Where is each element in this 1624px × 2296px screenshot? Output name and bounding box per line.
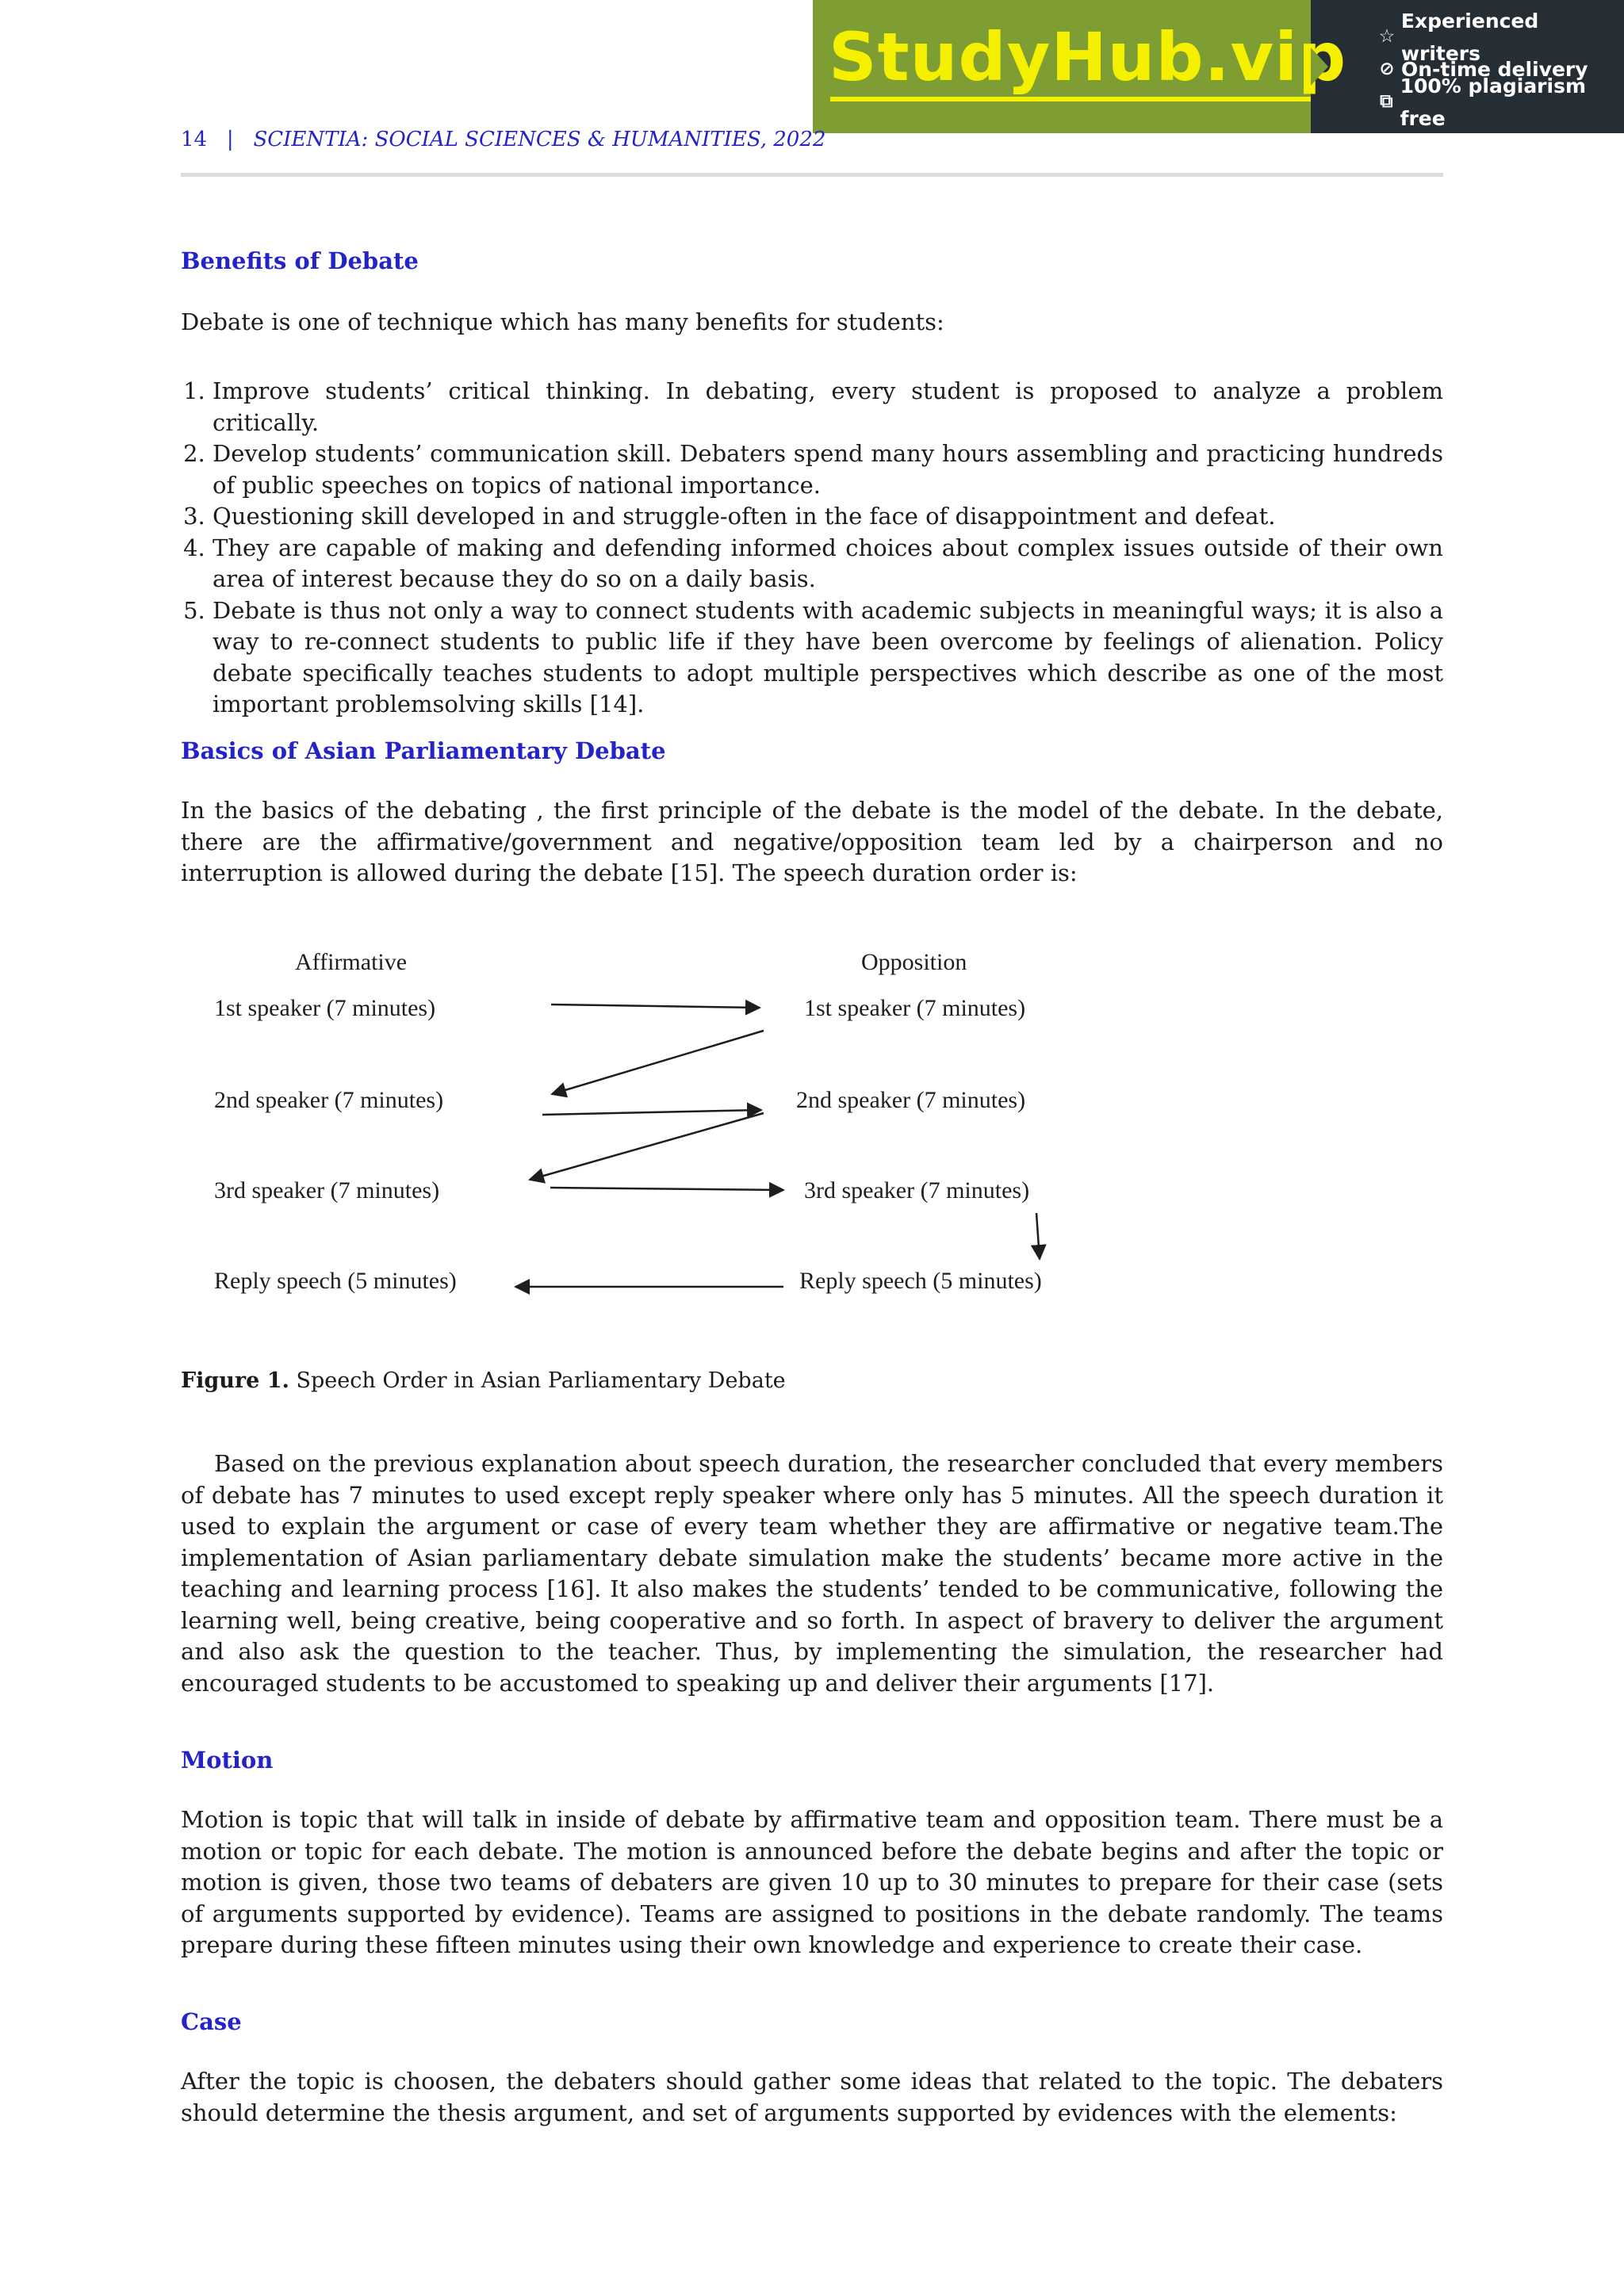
case-paragraph: After the topic is choosen, the debaters should gather some ideas that related to the topic. The debaters should determine the thesis argument, and set of arguments supported by evidences with the elements: bbox=[181, 2068, 1443, 2126]
feature-list bbox=[1311, 0, 1624, 133]
list-item: 3. Questioning skill developed in and struggle-often in the face of disappointment and defeat. bbox=[213, 501, 1443, 533]
feature-label: On-time delivery bbox=[1401, 58, 1588, 81]
opposition-heading: Opposition bbox=[861, 949, 967, 975]
feature-item bbox=[1377, 74, 1624, 130]
promo-banner[interactable] bbox=[813, 0, 1624, 133]
aff-speaker-2: 2nd speaker (7 minutes) bbox=[214, 1087, 444, 1113]
speech-order-figure bbox=[181, 909, 1116, 1321]
aff-reply: Reply speech (5 minutes) bbox=[214, 1268, 457, 1294]
feature-item bbox=[1377, 9, 1624, 65]
arrow-opp1-to-aff2 bbox=[552, 1031, 764, 1094]
figure-caption bbox=[181, 1368, 786, 1393]
affirmative-heading: Affirmative bbox=[295, 949, 408, 975]
arrow-aff2-to-opp2 bbox=[542, 1110, 761, 1115]
opp-speaker-1: 1st speaker (7 minutes) bbox=[804, 995, 1026, 1021]
feature-label: 100% plagiarism free bbox=[1400, 74, 1587, 130]
arrow-opp3-to-opp-reply bbox=[1036, 1213, 1040, 1259]
header-divider bbox=[181, 173, 1443, 177]
list-item: 2. Develop students’ communication skill. Debaters spend many hours assembling and practicing hundreds of public speeches on topics of national importance. bbox=[213, 438, 1443, 501]
arrow-opp2-to-aff3 bbox=[530, 1113, 764, 1180]
logo-text: StudyHub.vip bbox=[829, 18, 1347, 96]
logo-underline bbox=[830, 97, 1311, 101]
aff-speaker-3: 3rd speaker (7 minutes) bbox=[214, 1177, 440, 1203]
studyhub-logo[interactable] bbox=[813, 0, 1347, 133]
speech-duration-paragraph: Based on the previous explanation about speech duration, the researcher concluded that every members of debate has 7 minutes to used except reply speaker where only has 5 minutes. All the speech duration it used to explain the argument or case of every team whether they are affirmative or negative team.The implementation of Asian parliamentary debate simulation make the students’ became more active in the teaching and learning process [16]. It also makes the students’ tended to be communicative, following the learning well, being creative, being cooperative and so forth. In aspect of bravery to deliver the argument and also ask the question to the teacher. Thus, by implementing the simulation, the researcher had encouraged students to be accustomed to speaking up and deliver their arguments [17]. bbox=[181, 1450, 1443, 1697]
opp-speaker-3: 3rd speaker (7 minutes) bbox=[804, 1177, 1030, 1203]
figure-caption-label: Figure 1. bbox=[181, 1368, 289, 1393]
running-header bbox=[181, 128, 825, 151]
opp-speaker-2: 2nd speaker (7 minutes) bbox=[796, 1087, 1026, 1113]
clock-icon: ⊘ bbox=[1379, 59, 1395, 79]
list-item: 4. They are capable of making and defending informed choices about complex issues outside of their own area of interest because they do so on a daily basis. bbox=[213, 533, 1443, 595]
section-title-case: Case bbox=[181, 2008, 242, 2035]
benefits-intro: Debate is one of technique which has many benefits for students: bbox=[181, 308, 944, 335]
section-title-motion: Motion bbox=[181, 1747, 274, 1774]
list-item: 5. Debate is thus not only a way to connect students with academic subjects in meaningful ways; it is also a way to re-connect students to public life if they have been overcome by feelings of alienation. Policy debate specifically teaches students to adopt multiple perspectives which describe as one of the most important problemsolving skills [14]. bbox=[213, 595, 1443, 721]
feature-label: Experienced writers bbox=[1400, 9, 1539, 65]
star-icon: ☆ bbox=[1378, 26, 1396, 47]
speech-order-diagram bbox=[181, 909, 1116, 1321]
opp-reply: Reply speech (5 minutes) bbox=[799, 1268, 1042, 1294]
figure-caption-text: Speech Order in Asian Parliamentary Debate bbox=[296, 1368, 786, 1393]
motion-paragraph: Motion is topic that will talk in inside of debate by affirmative team and opposition team. There must be a motion or topic for each debate. The motion is announced before the debate begins and after the topic or motion is given, those two teams of debaters are given 10 up to 30 minutes to prepare for their case (sets of arguments supported by evidence). Teams are assigned to positions in the debate randomly. The teams prepare during these fifteen minutes using their own knowledge and experience to create their case. bbox=[181, 1806, 1443, 1958]
header-separator: | bbox=[226, 128, 234, 151]
section-title-basics: Basics of Asian Parliamentary Debate bbox=[181, 737, 666, 764]
benefits-list bbox=[181, 376, 1443, 721]
aff-speaker-1: 1st speaker (7 minutes) bbox=[214, 995, 436, 1021]
basics-paragraph: In the basics of the debating , the first principle of the debate is the model of the debate. In the debate, there are the affirmative/government and negative/opposition team led by a chairperson and no interruption is allowed during the debate [15]. The speech duration order is: bbox=[181, 797, 1443, 886]
copy-check-icon: ⧉ bbox=[1380, 91, 1393, 112]
logo-notch bbox=[1311, 48, 1328, 86]
journal-title: SCIENTIA: SOCIAL SCIENCES & HUMANITIES, 2022 bbox=[253, 128, 826, 151]
page-number: 14 bbox=[181, 128, 208, 151]
arrow-aff3-to-opp3 bbox=[550, 1188, 783, 1190]
arrow-aff1-to-opp1 bbox=[551, 1004, 760, 1008]
section-title-benefits: Benefits of Debate bbox=[181, 247, 419, 274]
list-item: 1. Improve students’ critical thinking. In debating, every student is proposed to analyze a problem critically. bbox=[213, 376, 1443, 438]
